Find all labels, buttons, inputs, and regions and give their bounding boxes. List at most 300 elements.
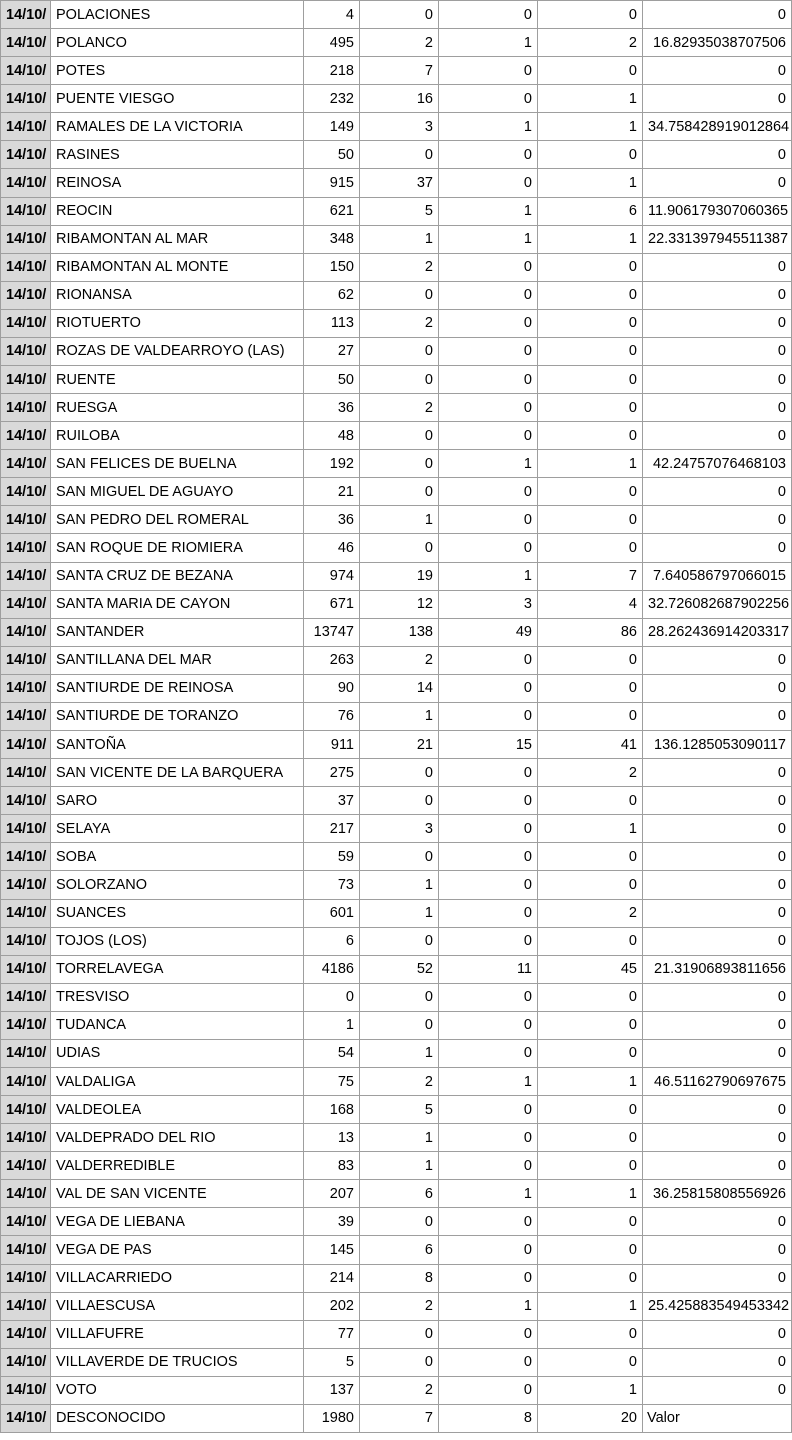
count-cell-1[interactable]: 39 — [304, 1208, 360, 1236]
municipality-cell[interactable]: VEGA DE PAS — [51, 1236, 304, 1264]
rate-cell[interactable]: 22.331397945511387 — [643, 225, 792, 253]
date-cell[interactable]: 14/10/ — [1, 1152, 51, 1180]
rate-cell[interactable]: 21.31906893811656 — [643, 955, 792, 983]
municipality-cell[interactable]: POLACIONES — [51, 1, 304, 29]
rate-cell[interactable]: 36.25815808556926 — [643, 1180, 792, 1208]
count-cell-1[interactable]: 36 — [304, 506, 360, 534]
count-cell-3[interactable]: 0 — [439, 1039, 538, 1067]
count-cell-3[interactable]: 0 — [439, 843, 538, 871]
rate-cell[interactable]: 46.51162790697675 — [643, 1067, 792, 1095]
date-cell[interactable]: 14/10/ — [1, 57, 51, 85]
count-cell-4[interactable]: 0 — [538, 871, 643, 899]
municipality-cell[interactable]: SAN ROQUE DE RIOMIERA — [51, 534, 304, 562]
rate-cell[interactable]: 28.262436914203317 — [643, 618, 792, 646]
rate-cell[interactable]: 42.24757076468103 — [643, 450, 792, 478]
date-cell[interactable]: 14/10/ — [1, 281, 51, 309]
count-cell-3[interactable]: 0 — [439, 1376, 538, 1404]
count-cell-3[interactable]: 0 — [439, 1124, 538, 1152]
rate-cell[interactable]: 0 — [643, 927, 792, 955]
rate-cell[interactable]: 0 — [643, 674, 792, 702]
rate-cell[interactable]: 0 — [643, 646, 792, 674]
count-cell-4[interactable]: 1 — [538, 113, 643, 141]
date-cell[interactable]: 14/10/ — [1, 225, 51, 253]
count-cell-3[interactable]: 1 — [439, 1067, 538, 1095]
count-cell-2[interactable]: 5 — [360, 1096, 439, 1124]
date-cell[interactable]: 14/10/ — [1, 253, 51, 281]
municipality-cell[interactable]: REOCIN — [51, 197, 304, 225]
count-cell-2[interactable]: 1 — [360, 225, 439, 253]
count-cell-3[interactable]: 0 — [439, 1236, 538, 1264]
count-cell-3[interactable]: 1 — [439, 29, 538, 57]
municipality-cell[interactable]: RAMALES DE LA VICTORIA — [51, 113, 304, 141]
count-cell-1[interactable]: 75 — [304, 1067, 360, 1095]
count-cell-3[interactable]: 8 — [439, 1404, 538, 1432]
count-cell-1[interactable]: 50 — [304, 366, 360, 394]
date-cell[interactable]: 14/10/ — [1, 1067, 51, 1095]
count-cell-3[interactable]: 1 — [439, 113, 538, 141]
count-cell-4[interactable]: 0 — [538, 141, 643, 169]
count-cell-2[interactable]: 14 — [360, 674, 439, 702]
count-cell-3[interactable]: 0 — [439, 646, 538, 674]
date-cell[interactable]: 14/10/ — [1, 1011, 51, 1039]
rate-cell[interactable]: 0 — [643, 787, 792, 815]
count-cell-1[interactable]: 6 — [304, 927, 360, 955]
municipality-cell[interactable]: VALDERREDIBLE — [51, 1152, 304, 1180]
municipality-cell[interactable]: ROZAS DE VALDEARROYO (LAS) — [51, 337, 304, 365]
count-cell-3[interactable]: 15 — [439, 731, 538, 759]
municipality-cell[interactable]: SANTANDER — [51, 618, 304, 646]
date-cell[interactable]: 14/10/ — [1, 1039, 51, 1067]
count-cell-1[interactable]: 232 — [304, 85, 360, 113]
count-cell-4[interactable]: 0 — [538, 253, 643, 281]
count-cell-1[interactable]: 275 — [304, 759, 360, 787]
date-cell[interactable]: 14/10/ — [1, 815, 51, 843]
count-cell-4[interactable]: 0 — [538, 422, 643, 450]
count-cell-2[interactable]: 1 — [360, 702, 439, 730]
count-cell-2[interactable]: 21 — [360, 731, 439, 759]
count-cell-4[interactable]: 1 — [538, 1067, 643, 1095]
count-cell-3[interactable]: 0 — [439, 85, 538, 113]
count-cell-4[interactable]: 0 — [538, 1124, 643, 1152]
rate-cell[interactable]: 0 — [643, 1208, 792, 1236]
municipality-cell[interactable]: SANTIURDE DE REINOSA — [51, 674, 304, 702]
date-cell[interactable]: 14/10/ — [1, 1236, 51, 1264]
rate-cell[interactable]: 11.906179307060365 — [643, 197, 792, 225]
count-cell-4[interactable]: 1 — [538, 225, 643, 253]
rate-cell[interactable]: 0 — [643, 422, 792, 450]
municipality-cell[interactable]: TRESVISO — [51, 983, 304, 1011]
count-cell-1[interactable]: 36 — [304, 394, 360, 422]
rate-cell[interactable]: 0 — [643, 1376, 792, 1404]
municipality-cell[interactable]: SAN PEDRO DEL ROMERAL — [51, 506, 304, 534]
date-cell[interactable]: 14/10/ — [1, 29, 51, 57]
count-cell-1[interactable]: 4186 — [304, 955, 360, 983]
count-cell-1[interactable]: 217 — [304, 815, 360, 843]
date-cell[interactable]: 14/10/ — [1, 899, 51, 927]
rate-cell[interactable]: 0 — [643, 281, 792, 309]
rate-cell[interactable]: 0 — [643, 815, 792, 843]
municipality-cell[interactable]: VALDEPRADO DEL RIO — [51, 1124, 304, 1152]
date-cell[interactable]: 14/10/ — [1, 646, 51, 674]
count-cell-4[interactable]: 4 — [538, 590, 643, 618]
count-cell-1[interactable]: 601 — [304, 899, 360, 927]
count-cell-3[interactable]: 0 — [439, 506, 538, 534]
municipality-cell[interactable]: SANTA MARIA DE CAYON — [51, 590, 304, 618]
rate-cell[interactable]: 0 — [643, 506, 792, 534]
count-cell-4[interactable]: 0 — [538, 1208, 643, 1236]
count-cell-2[interactable]: 0 — [360, 1320, 439, 1348]
count-cell-1[interactable]: 62 — [304, 281, 360, 309]
count-cell-2[interactable]: 0 — [360, 534, 439, 562]
date-cell[interactable]: 14/10/ — [1, 843, 51, 871]
rate-cell[interactable]: 0 — [643, 478, 792, 506]
rate-cell[interactable]: 136.1285053090117 — [643, 731, 792, 759]
count-cell-1[interactable]: 77 — [304, 1320, 360, 1348]
count-cell-1[interactable]: 207 — [304, 1180, 360, 1208]
date-cell[interactable]: 14/10/ — [1, 478, 51, 506]
date-cell[interactable]: 14/10/ — [1, 787, 51, 815]
count-cell-2[interactable]: 2 — [360, 394, 439, 422]
count-cell-4[interactable]: 6 — [538, 197, 643, 225]
municipality-cell[interactable]: DESCONOCIDO — [51, 1404, 304, 1432]
count-cell-3[interactable]: 1 — [439, 450, 538, 478]
count-cell-3[interactable]: 0 — [439, 899, 538, 927]
count-cell-2[interactable]: 0 — [360, 983, 439, 1011]
municipality-cell[interactable]: TUDANCA — [51, 1011, 304, 1039]
count-cell-3[interactable]: 0 — [439, 927, 538, 955]
count-cell-4[interactable]: 0 — [538, 1152, 643, 1180]
rate-cell[interactable]: 0 — [643, 1, 792, 29]
count-cell-4[interactable]: 20 — [538, 1404, 643, 1432]
count-cell-2[interactable]: 52 — [360, 955, 439, 983]
count-cell-1[interactable]: 21 — [304, 478, 360, 506]
rate-cell[interactable]: 0 — [643, 759, 792, 787]
count-cell-2[interactable]: 0 — [360, 422, 439, 450]
date-cell[interactable]: 14/10/ — [1, 113, 51, 141]
count-cell-4[interactable]: 0 — [538, 534, 643, 562]
count-cell-1[interactable]: 13 — [304, 1124, 360, 1152]
date-cell[interactable]: 14/10/ — [1, 1, 51, 29]
rate-cell[interactable]: 0 — [643, 1348, 792, 1376]
date-cell[interactable]: 14/10/ — [1, 731, 51, 759]
rate-cell[interactable]: 0 — [643, 169, 792, 197]
municipality-cell[interactable]: RIOTUERTO — [51, 309, 304, 337]
rate-cell[interactable]: 0 — [643, 871, 792, 899]
count-cell-3[interactable]: 3 — [439, 590, 538, 618]
count-cell-4[interactable]: 0 — [538, 843, 643, 871]
count-cell-4[interactable]: 0 — [538, 506, 643, 534]
count-cell-1[interactable]: 911 — [304, 731, 360, 759]
count-cell-4[interactable]: 2 — [538, 29, 643, 57]
count-cell-2[interactable]: 1 — [360, 1152, 439, 1180]
count-cell-1[interactable]: 192 — [304, 450, 360, 478]
date-cell[interactable]: 14/10/ — [1, 871, 51, 899]
count-cell-4[interactable]: 1 — [538, 1376, 643, 1404]
date-cell[interactable]: 14/10/ — [1, 590, 51, 618]
municipality-cell[interactable]: SARO — [51, 787, 304, 815]
count-cell-4[interactable]: 0 — [538, 927, 643, 955]
count-cell-4[interactable]: 0 — [538, 366, 643, 394]
count-cell-1[interactable]: 4 — [304, 1, 360, 29]
count-cell-2[interactable]: 19 — [360, 562, 439, 590]
count-cell-2[interactable]: 0 — [360, 366, 439, 394]
date-cell[interactable]: 14/10/ — [1, 422, 51, 450]
municipality-cell[interactable]: SANTIURDE DE TORANZO — [51, 702, 304, 730]
count-cell-1[interactable]: 1980 — [304, 1404, 360, 1432]
municipality-cell[interactable]: SANTILLANA DEL MAR — [51, 646, 304, 674]
count-cell-2[interactable]: 0 — [360, 787, 439, 815]
date-cell[interactable]: 14/10/ — [1, 1320, 51, 1348]
count-cell-1[interactable]: 5 — [304, 1348, 360, 1376]
count-cell-4[interactable]: 1 — [538, 1292, 643, 1320]
count-cell-3[interactable]: 0 — [439, 1348, 538, 1376]
date-cell[interactable]: 14/10/ — [1, 366, 51, 394]
rate-cell[interactable]: 0 — [643, 1039, 792, 1067]
count-cell-4[interactable]: 0 — [538, 1011, 643, 1039]
count-cell-2[interactable]: 7 — [360, 1404, 439, 1432]
count-cell-3[interactable]: 1 — [439, 562, 538, 590]
municipality-cell[interactable]: POLANCO — [51, 29, 304, 57]
count-cell-4[interactable]: 0 — [538, 281, 643, 309]
date-cell[interactable]: 14/10/ — [1, 1096, 51, 1124]
count-cell-3[interactable]: 11 — [439, 955, 538, 983]
count-cell-1[interactable]: 113 — [304, 309, 360, 337]
date-cell[interactable]: 14/10/ — [1, 1348, 51, 1376]
count-cell-2[interactable]: 3 — [360, 113, 439, 141]
rate-cell[interactable]: 0 — [643, 702, 792, 730]
count-cell-1[interactable]: 0 — [304, 983, 360, 1011]
count-cell-3[interactable]: 0 — [439, 1096, 538, 1124]
count-cell-1[interactable]: 83 — [304, 1152, 360, 1180]
count-cell-1[interactable]: 37 — [304, 787, 360, 815]
date-cell[interactable]: 14/10/ — [1, 1208, 51, 1236]
count-cell-3[interactable]: 0 — [439, 169, 538, 197]
count-cell-4[interactable]: 1 — [538, 450, 643, 478]
municipality-cell[interactable]: VEGA DE LIEBANA — [51, 1208, 304, 1236]
count-cell-4[interactable]: 1 — [538, 815, 643, 843]
date-cell[interactable]: 14/10/ — [1, 450, 51, 478]
rate-cell[interactable]: 0 — [643, 1264, 792, 1292]
count-cell-2[interactable]: 8 — [360, 1264, 439, 1292]
date-cell[interactable]: 14/10/ — [1, 562, 51, 590]
count-cell-3[interactable]: 0 — [439, 1, 538, 29]
date-cell[interactable]: 14/10/ — [1, 674, 51, 702]
municipality-cell[interactable]: SAN VICENTE DE LA BARQUERA — [51, 759, 304, 787]
municipality-cell[interactable]: VILLAESCUSA — [51, 1292, 304, 1320]
count-cell-4[interactable]: 0 — [538, 394, 643, 422]
count-cell-1[interactable]: 27 — [304, 337, 360, 365]
count-cell-1[interactable]: 90 — [304, 674, 360, 702]
rate-cell[interactable]: 0 — [643, 253, 792, 281]
municipality-cell[interactable]: RIONANSA — [51, 281, 304, 309]
count-cell-1[interactable]: 348 — [304, 225, 360, 253]
rate-cell[interactable]: 0 — [643, 366, 792, 394]
count-cell-1[interactable]: 149 — [304, 113, 360, 141]
date-cell[interactable]: 14/10/ — [1, 618, 51, 646]
count-cell-4[interactable]: 0 — [538, 1236, 643, 1264]
count-cell-2[interactable]: 2 — [360, 309, 439, 337]
count-cell-3[interactable]: 0 — [439, 702, 538, 730]
count-cell-1[interactable]: 76 — [304, 702, 360, 730]
municipality-cell[interactable]: TORRELAVEGA — [51, 955, 304, 983]
date-cell[interactable]: 14/10/ — [1, 85, 51, 113]
date-cell[interactable]: 14/10/ — [1, 1404, 51, 1432]
municipality-cell[interactable]: SOBA — [51, 843, 304, 871]
count-cell-1[interactable]: 50 — [304, 141, 360, 169]
count-cell-2[interactable]: 0 — [360, 1, 439, 29]
municipality-cell[interactable]: VALDEOLEA — [51, 1096, 304, 1124]
count-cell-2[interactable]: 16 — [360, 85, 439, 113]
count-cell-4[interactable]: 0 — [538, 1096, 643, 1124]
rate-cell[interactable]: 0 — [643, 85, 792, 113]
count-cell-4[interactable]: 0 — [538, 1264, 643, 1292]
rate-cell[interactable]: 7.640586797066015 — [643, 562, 792, 590]
count-cell-3[interactable]: 0 — [439, 422, 538, 450]
count-cell-3[interactable]: 0 — [439, 478, 538, 506]
municipality-cell[interactable]: RUENTE — [51, 366, 304, 394]
rate-cell[interactable]: 0 — [643, 843, 792, 871]
count-cell-4[interactable]: 0 — [538, 57, 643, 85]
municipality-cell[interactable]: RASINES — [51, 141, 304, 169]
municipality-cell[interactable]: VAL DE SAN VICENTE — [51, 1180, 304, 1208]
municipality-cell[interactable]: PUENTE VIESGO — [51, 85, 304, 113]
count-cell-2[interactable]: 0 — [360, 1208, 439, 1236]
date-cell[interactable]: 14/10/ — [1, 702, 51, 730]
count-cell-3[interactable]: 0 — [439, 1264, 538, 1292]
count-cell-4[interactable]: 0 — [538, 674, 643, 702]
municipality-cell[interactable]: UDIAS — [51, 1039, 304, 1067]
rate-cell[interactable]: 0 — [643, 899, 792, 927]
count-cell-1[interactable]: 168 — [304, 1096, 360, 1124]
count-cell-3[interactable]: 1 — [439, 197, 538, 225]
count-cell-1[interactable]: 263 — [304, 646, 360, 674]
count-cell-2[interactable]: 3 — [360, 815, 439, 843]
count-cell-4[interactable]: 0 — [538, 337, 643, 365]
count-cell-1[interactable]: 145 — [304, 1236, 360, 1264]
rate-cell[interactable]: 0 — [643, 1011, 792, 1039]
count-cell-2[interactable]: 2 — [360, 646, 439, 674]
date-cell[interactable]: 14/10/ — [1, 337, 51, 365]
count-cell-4[interactable]: 45 — [538, 955, 643, 983]
count-cell-2[interactable]: 5 — [360, 197, 439, 225]
count-cell-1[interactable]: 150 — [304, 253, 360, 281]
count-cell-4[interactable]: 0 — [538, 787, 643, 815]
date-cell[interactable]: 14/10/ — [1, 169, 51, 197]
date-cell[interactable]: 14/10/ — [1, 1292, 51, 1320]
count-cell-3[interactable]: 1 — [439, 1292, 538, 1320]
count-cell-3[interactable]: 0 — [439, 787, 538, 815]
date-cell[interactable]: 14/10/ — [1, 1124, 51, 1152]
municipality-cell[interactable]: SUANCES — [51, 899, 304, 927]
municipality-cell[interactable]: POTES — [51, 57, 304, 85]
rate-cell[interactable]: 0 — [643, 141, 792, 169]
count-cell-4[interactable]: 2 — [538, 759, 643, 787]
date-cell[interactable]: 14/10/ — [1, 955, 51, 983]
count-cell-2[interactable]: 0 — [360, 450, 439, 478]
municipality-cell[interactable]: VALDALIGA — [51, 1067, 304, 1095]
count-cell-4[interactable]: 1 — [538, 169, 643, 197]
date-cell[interactable]: 14/10/ — [1, 309, 51, 337]
count-cell-4[interactable]: 0 — [538, 1348, 643, 1376]
count-cell-2[interactable]: 2 — [360, 1376, 439, 1404]
municipality-cell[interactable]: REINOSA — [51, 169, 304, 197]
count-cell-2[interactable]: 138 — [360, 618, 439, 646]
count-cell-3[interactable]: 0 — [439, 759, 538, 787]
municipality-cell[interactable]: VILLACARRIEDO — [51, 1264, 304, 1292]
rate-cell[interactable]: 0 — [643, 337, 792, 365]
count-cell-3[interactable]: 1 — [439, 225, 538, 253]
count-cell-2[interactable]: 2 — [360, 29, 439, 57]
count-cell-3[interactable]: 0 — [439, 366, 538, 394]
rate-cell[interactable]: 0 — [643, 1320, 792, 1348]
municipality-cell[interactable]: SANTA CRUZ DE BEZANA — [51, 562, 304, 590]
count-cell-4[interactable]: 1 — [538, 85, 643, 113]
date-cell[interactable]: 14/10/ — [1, 1264, 51, 1292]
count-cell-4[interactable]: 41 — [538, 731, 643, 759]
count-cell-2[interactable]: 2 — [360, 253, 439, 281]
rate-cell[interactable]: 0 — [643, 394, 792, 422]
rate-cell[interactable]: 0 — [643, 309, 792, 337]
municipality-cell[interactable]: SAN FELICES DE BUELNA — [51, 450, 304, 478]
municipality-cell[interactable]: RIBAMONTAN AL MONTE — [51, 253, 304, 281]
count-cell-1[interactable]: 137 — [304, 1376, 360, 1404]
count-cell-2[interactable]: 6 — [360, 1180, 439, 1208]
count-cell-3[interactable]: 0 — [439, 1011, 538, 1039]
municipality-cell[interactable]: SELAYA — [51, 815, 304, 843]
count-cell-4[interactable]: 0 — [538, 983, 643, 1011]
count-cell-2[interactable]: 37 — [360, 169, 439, 197]
date-cell[interactable]: 14/10/ — [1, 534, 51, 562]
count-cell-2[interactable]: 0 — [360, 337, 439, 365]
count-cell-2[interactable]: 0 — [360, 927, 439, 955]
count-cell-3[interactable]: 0 — [439, 1208, 538, 1236]
rate-cell[interactable]: 0 — [643, 1096, 792, 1124]
rate-cell[interactable]: 0 — [643, 57, 792, 85]
municipality-cell[interactable]: RUESGA — [51, 394, 304, 422]
count-cell-2[interactable]: 1 — [360, 506, 439, 534]
count-cell-4[interactable]: 0 — [538, 1, 643, 29]
count-cell-3[interactable]: 0 — [439, 141, 538, 169]
rate-cell[interactable]: 34.758428919012864 — [643, 113, 792, 141]
count-cell-2[interactable]: 0 — [360, 281, 439, 309]
date-cell[interactable]: 14/10/ — [1, 197, 51, 225]
rate-cell[interactable]: 0 — [643, 1124, 792, 1152]
count-cell-2[interactable]: 0 — [360, 843, 439, 871]
date-cell[interactable]: 14/10/ — [1, 141, 51, 169]
count-cell-3[interactable]: 1 — [439, 1180, 538, 1208]
date-cell[interactable]: 14/10/ — [1, 1376, 51, 1404]
count-cell-3[interactable]: 0 — [439, 394, 538, 422]
count-cell-2[interactable]: 0 — [360, 759, 439, 787]
count-cell-4[interactable]: 7 — [538, 562, 643, 590]
count-cell-3[interactable]: 0 — [439, 309, 538, 337]
count-cell-1[interactable]: 202 — [304, 1292, 360, 1320]
count-cell-4[interactable]: 0 — [538, 646, 643, 674]
date-cell[interactable]: 14/10/ — [1, 927, 51, 955]
count-cell-2[interactable]: 0 — [360, 141, 439, 169]
rate-cell[interactable]: 0 — [643, 983, 792, 1011]
date-cell[interactable]: 14/10/ — [1, 759, 51, 787]
count-cell-2[interactable]: 0 — [360, 478, 439, 506]
count-cell-3[interactable]: 0 — [439, 871, 538, 899]
municipality-cell[interactable]: TOJOS (LOS) — [51, 927, 304, 955]
count-cell-2[interactable]: 1 — [360, 1124, 439, 1152]
count-cell-3[interactable]: 0 — [439, 1152, 538, 1180]
count-cell-4[interactable]: 1 — [538, 1180, 643, 1208]
count-cell-3[interactable]: 0 — [439, 253, 538, 281]
rate-cell[interactable]: 0 — [643, 534, 792, 562]
count-cell-3[interactable]: 0 — [439, 674, 538, 702]
